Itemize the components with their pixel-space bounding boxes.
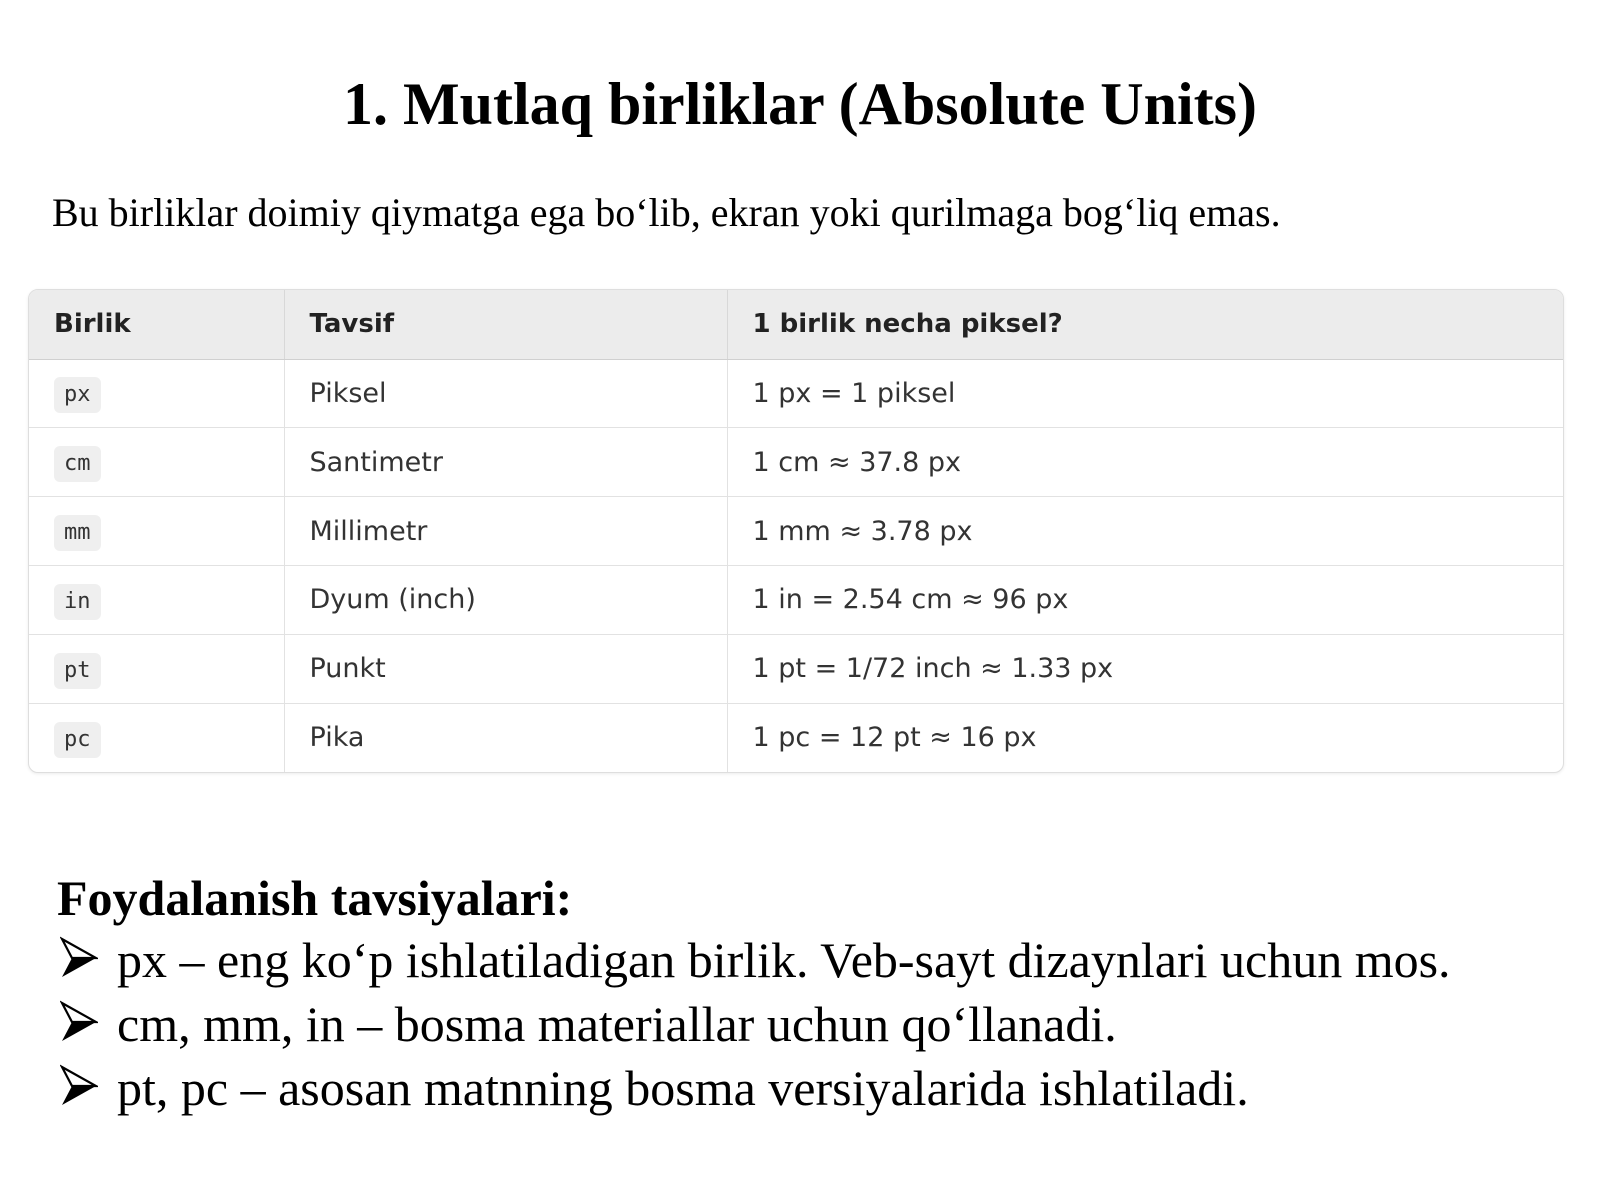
tips-list xyxy=(0,930,1600,1122)
unit-code: pc xyxy=(54,722,101,758)
value-cell: 1 in = 2.54 cm ≈ 96 px xyxy=(727,565,1563,634)
tip-text: pt, pc – asosan matnning bosma versiyalarida ishlatiladi. xyxy=(117,1060,1249,1116)
description-cell: Dyum (inch) xyxy=(284,565,727,634)
page-title: 1. Mutlaq birliklar (Absolute Units) xyxy=(343,71,1257,137)
table-row xyxy=(29,634,1563,703)
table-row xyxy=(29,359,1563,428)
unit-cell xyxy=(29,359,284,428)
value-cell: 1 mm ≈ 3.78 px xyxy=(727,497,1563,566)
description-cell: Punkt xyxy=(284,634,727,703)
table-row xyxy=(29,428,1563,497)
unit-cell xyxy=(29,497,284,566)
tip-text: px – eng ko‘p ishlatiladigan birlik. Veb-sayt dizaynlari uchun mos. xyxy=(117,932,1451,988)
value-cell: 1 px = 1 piksel xyxy=(727,359,1563,428)
value-cell: 1 cm ≈ 37.8 px xyxy=(727,428,1563,497)
unit-cell xyxy=(29,428,284,497)
list-item xyxy=(0,1058,1600,1122)
unit-code: pt xyxy=(54,653,101,689)
unit-cell xyxy=(29,565,284,634)
tip-text: cm, mm, in – bosma materiallar uchun qo‘llanadi. xyxy=(117,996,1117,1052)
unit-code: px xyxy=(54,377,101,413)
unit-code: cm xyxy=(54,446,101,482)
intro-text: Bu birliklar doimiy qiymatga ega bo‘lib, ekran yoki qurilmaga bog‘liq emas. xyxy=(52,190,1281,235)
table-header-row xyxy=(29,290,1563,359)
value-cell: 1 pt = 1/72 inch ≈ 1.33 px xyxy=(727,634,1563,703)
column-header-description: Tavsif xyxy=(284,290,727,359)
table-row xyxy=(29,703,1563,772)
unit-cell xyxy=(29,703,284,772)
column-header-pixel-value: 1 birlik necha piksel? xyxy=(727,290,1563,359)
description-cell: Millimetr xyxy=(284,497,727,566)
arrow-bullet-icon xyxy=(60,1000,98,1044)
units-table xyxy=(29,290,1563,772)
list-item xyxy=(0,930,1600,994)
tips-heading: Foydalanish tavsiyalari: xyxy=(57,870,573,926)
column-header-unit: Birlik xyxy=(29,290,284,359)
arrow-bullet-icon xyxy=(60,1064,98,1108)
description-cell: Pika xyxy=(284,703,727,772)
list-item xyxy=(0,994,1600,1058)
unit-code: mm xyxy=(54,515,101,551)
description-cell: Santimetr xyxy=(284,428,727,497)
unit-code: in xyxy=(54,584,101,620)
unit-cell xyxy=(29,634,284,703)
value-cell: 1 pc = 12 pt ≈ 16 px xyxy=(752,722,1037,754)
description-cell: Piksel xyxy=(284,359,727,428)
units-table-container xyxy=(28,289,1564,773)
table-row xyxy=(29,497,1563,566)
table-row xyxy=(29,565,1563,634)
arrow-bullet-icon xyxy=(60,936,98,980)
